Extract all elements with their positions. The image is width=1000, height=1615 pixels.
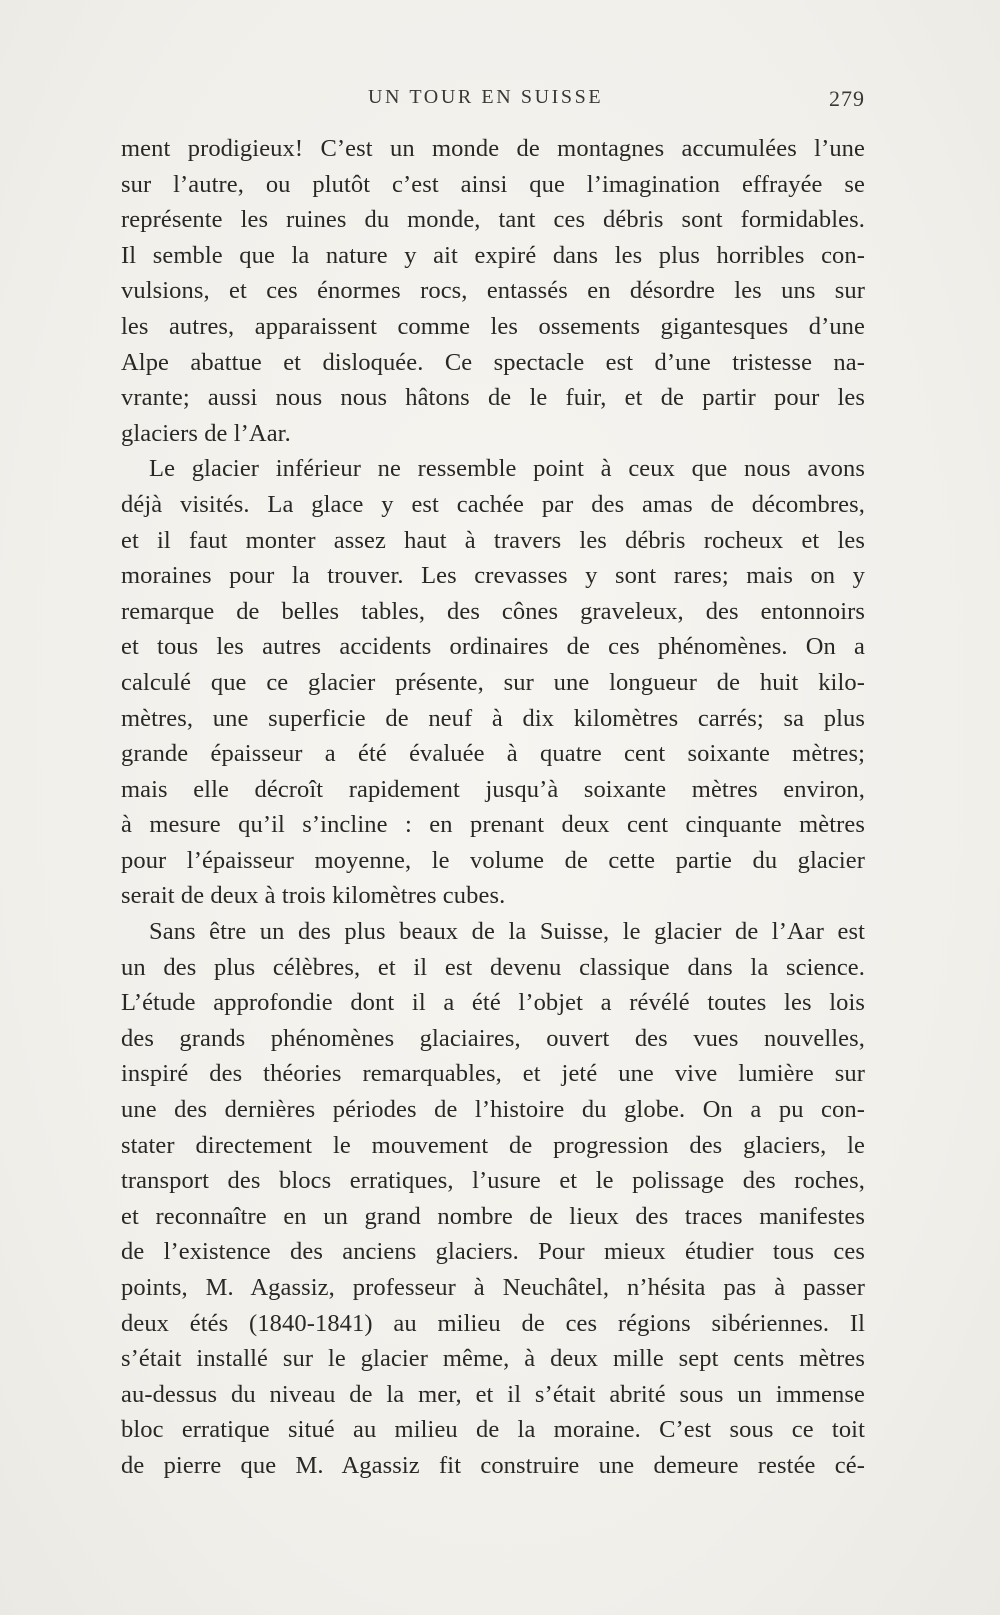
body-text xyxy=(121,131,865,1484)
text-line: une des dernières périodes de l’histoire du globe. On a pu con- xyxy=(121,1096,865,1124)
text-line: représente les ruines du monde, tant ces débris sont formidables. xyxy=(121,206,865,234)
text-line: sur l’autre, ou plutôt c’est ainsi que l’imagination effrayée se xyxy=(121,170,865,198)
text-line: calculé que ce glacier présente, sur une longueur de huit kilo- xyxy=(121,668,865,696)
text-line: grande épaisseur a été évaluée à quatre cent soixante mètres; xyxy=(121,740,865,768)
paragraph-start-line: Le glacier inférieur ne ressemble point à ceux que nous avons xyxy=(149,455,865,483)
text-line: inspiré des théories remarquables, et jeté une vive lumière sur xyxy=(121,1060,865,1088)
text-line: moraines pour la trouver. Les crevasses y sont rares; mais on y xyxy=(121,562,865,590)
text-line: transport des blocs erratiques, l’usure et le polissage des roches, xyxy=(121,1167,865,1195)
text-line: déjà visités. La glace y est cachée par des amas de décombres, xyxy=(121,490,865,518)
text-line: Il semble que la nature y ait expiré dans les plus horribles con- xyxy=(121,241,865,269)
text-line: mètres, une superficie de neuf à dix kilomètres carrés; sa plus xyxy=(121,704,865,732)
text-line: et il faut monter assez haut à travers les débris rocheux et les xyxy=(121,526,865,554)
paragraph-end-line: serait de deux à trois kilomètres cubes. xyxy=(121,882,506,910)
text-line: à mesure qu’il s’incline : en prenant deux cent cinquante mètres xyxy=(121,811,865,839)
text-line: de l’existence des anciens glaciers. Pour mieux étudier tous ces xyxy=(121,1238,865,1266)
text-line: vulsions, et ces énormes rocs, entassés en désordre les uns sur xyxy=(121,277,865,305)
paragraph-start-line: Sans être un des plus beaux de la Suisse, le glacier de l’Aar est xyxy=(149,918,865,946)
paragraph-end-line: glaciers de l’Aar. xyxy=(121,419,291,447)
text-line: ment prodigieux! C’est un monde de montagnes accumulées l’une xyxy=(121,135,865,162)
page-number: 279 xyxy=(829,86,865,111)
text-line: et tous les autres accidents ordinaires de ces phénomènes. On a xyxy=(121,633,865,661)
text-line: points, M. Agassiz, professeur à Neuchâtel, n’hésita pas à passer xyxy=(121,1274,865,1301)
text-line: Alpe abattue et disloquée. Ce spectacle est d’une tristesse na- xyxy=(121,348,865,376)
text-line: remarque de belles tables, des cônes graveleux, des entonnoirs xyxy=(121,597,865,625)
text-line: vrante; aussi nous nous hâtons de le fuir, et de partir pour les xyxy=(121,384,865,412)
text-line: des grands phénomènes glaciaires, ouvert des vues nouvelles, xyxy=(121,1024,865,1052)
text-line: mais elle décroît rapidement jusqu’à soixante mètres environ, xyxy=(121,775,865,803)
text-line: stater directement le mouvement de progression des glaciers, le xyxy=(121,1131,865,1159)
text-line: un des plus célèbres, et il est devenu classique dans la science. xyxy=(121,953,865,981)
text-line: pour l’épaisseur moyenne, le volume de cette partie du glacier xyxy=(121,846,865,874)
text-line: deux étés (1840-1841) au milieu de ces régions sibériennes. Il xyxy=(121,1309,865,1337)
running-title: UN TOUR EN SUISSE xyxy=(368,86,604,108)
text-line: L’étude approfondie dont il a été l’objet a révélé toutes les lois xyxy=(121,989,865,1017)
text-line: bloc erratique situé au milieu de la moraine. C’est sous ce toit xyxy=(121,1416,865,1444)
running-header xyxy=(120,86,865,116)
text-line: et reconnaître en un grand nombre de lieux des traces manifestes xyxy=(121,1202,865,1230)
text-line: au-dessus du niveau de la mer, et il s’était abrité sous un immense xyxy=(121,1380,865,1408)
text-line: de pierre que M. Agassiz fit construire une demeure restée cé- xyxy=(121,1451,865,1479)
text-line: s’était installé sur le glacier même, à deux mille sept cents mètres xyxy=(121,1345,865,1373)
text-line: les autres, apparaissent comme les ossements gigantesques d’une xyxy=(121,312,865,340)
